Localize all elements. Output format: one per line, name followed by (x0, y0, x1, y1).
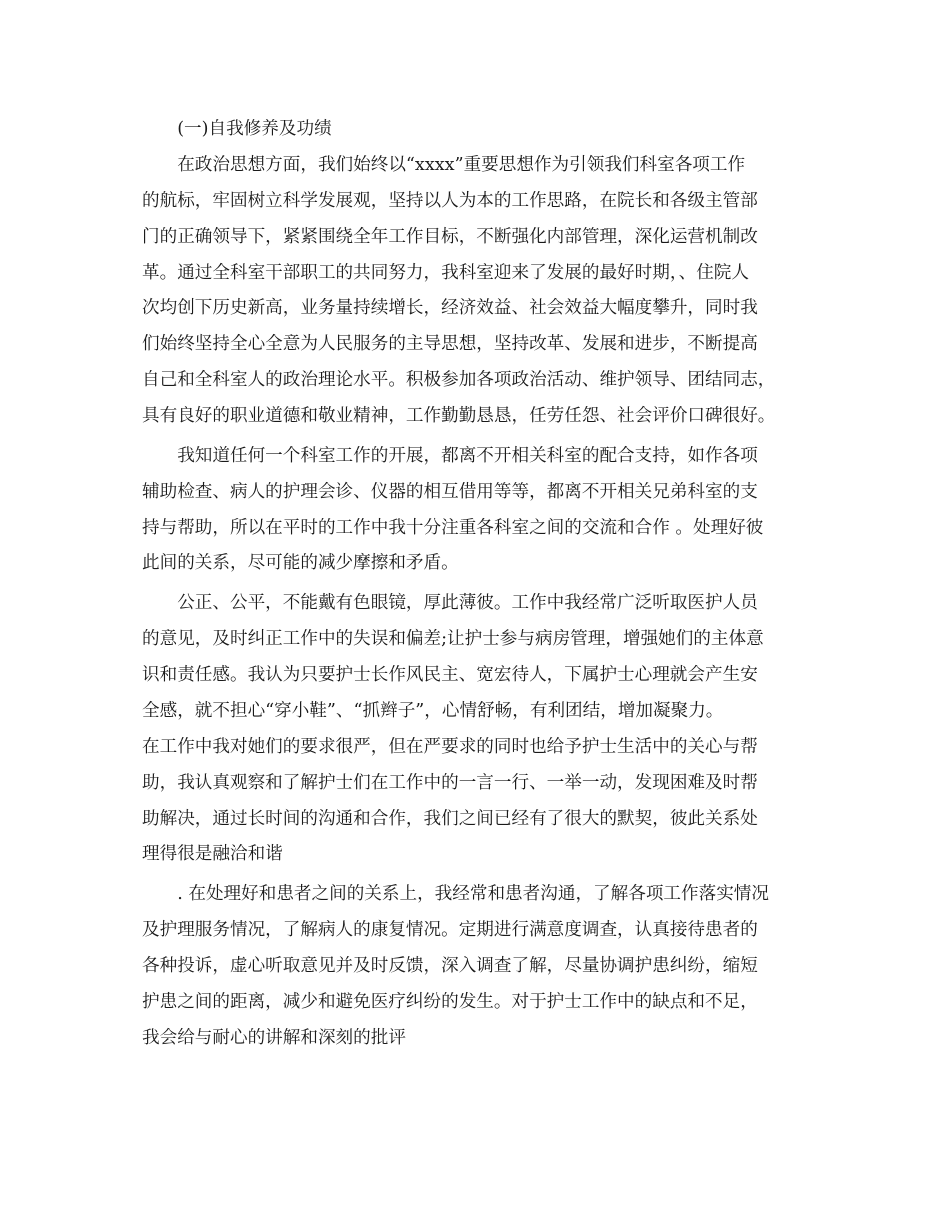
paragraph-line: 在工作中我对她们的要求很严，但在严要求的同时也给予护士生活中的关心与帮 (142, 736, 758, 757)
paragraph-line: 理得很是融洽和谐 (142, 844, 283, 865)
paragraph-line: 此间的关系，尽可能的减少摩擦和矛盾。 (142, 553, 459, 574)
paragraph-line: . 在处理好和患者之间的关系上，我经常和患者沟通，了解各项工作落实情况 (142, 884, 769, 905)
paragraph-line: 的意见，及时纠正工作中的失误和偏差;让护士参与病房管理，增强她们的主体意 (142, 629, 764, 650)
paragraph-line: 助，我认真观察和了解护士们在工作中的一言一行、一举一动，发现困难及时帮 (142, 772, 758, 793)
paragraph-line: 我会给与耐心的讲解和深刻的批评 (142, 1027, 406, 1048)
paragraph-line: 识和责任感。我认为只要护士长作风民主、宽宏待人，下属护士心理就会产生安 (142, 664, 758, 685)
paragraph-line: 自己和全科室人的政治理论水平。积极参加各项政治活动、维护领导、团结同志， (142, 370, 776, 391)
paragraph-line: 护患之间的距离，减少和避免医疗纠纷的发生。对于护士工作中的缺点和不足， (142, 991, 758, 1012)
paragraph-line: 辅助检查、病人的护理会诊、仪器的相互借用等等，都离不开相关兄弟科室的支 (142, 481, 758, 502)
paragraph-line: 们始终坚持全心全意为人民服务的主导思想，坚持改革、发展和进步，不断提高 (142, 334, 758, 355)
paragraph-line: 助解决，通过长时间的沟通和合作，我们之间已经有了很大的默契，彼此关系处 (142, 808, 758, 829)
paragraph-line: 我知道任何一个科室工作的开展，都离不开相关科室的配合支持，如作各项 (142, 445, 758, 466)
paragraph-line: 各种投诉，虚心听取意见并及时反馈，深入调查了解，尽量协调护患纠纷，缩短 (142, 955, 758, 976)
paragraph-line: 持与帮助，所以在平时的工作中我十分注重各科室之间的交流和合作 。处理好彼 (142, 517, 764, 538)
section-heading: (一)自我修养及功绩 (142, 119, 332, 139)
paragraph-line: 革。通过全科室干部职工的共同努力，我科室迎来了发展的最好时期，、住院人 (142, 262, 749, 283)
document-body (142, 112, 807, 1057)
paragraph-line: 次均创下历史新高，业务量持续增长，经济效益、社会效益大幅度攀升，同时我 (142, 298, 758, 319)
paragraph-line: 的航标，牢固树立科学发展观，坚持以人为本的工作思路，在院长和各级主管部 (142, 190, 758, 211)
paragraph-line: 公正、公平，不能戴有色眼镜，厚此薄彼。工作中我经常广泛听取医护人员 (142, 593, 758, 614)
paragraph-line: 具有良好的职业道德和敬业精神，工作勤勤恳恳，任劳任怨、社会评价口碑很好。 (142, 406, 776, 427)
paragraph-line: 及护理服务情况，了解病人的康复情况。定期进行满意度调查，认真接待患者的 (142, 919, 758, 940)
paragraph-line: 在政治思想方面，我们始终以“xxxx”重要思想作为引领我们科室各项工作 (142, 154, 746, 175)
paragraph-line: 门的正确领导下，紧紧围绕全年工作目标，不断强化内部管理，深化运营机制改 (142, 226, 758, 247)
paragraph-line: 全感，就不担心“穿小鞋”、“抓辫子”，心情舒畅，有利团结，增加凝聚力。 (142, 700, 724, 721)
